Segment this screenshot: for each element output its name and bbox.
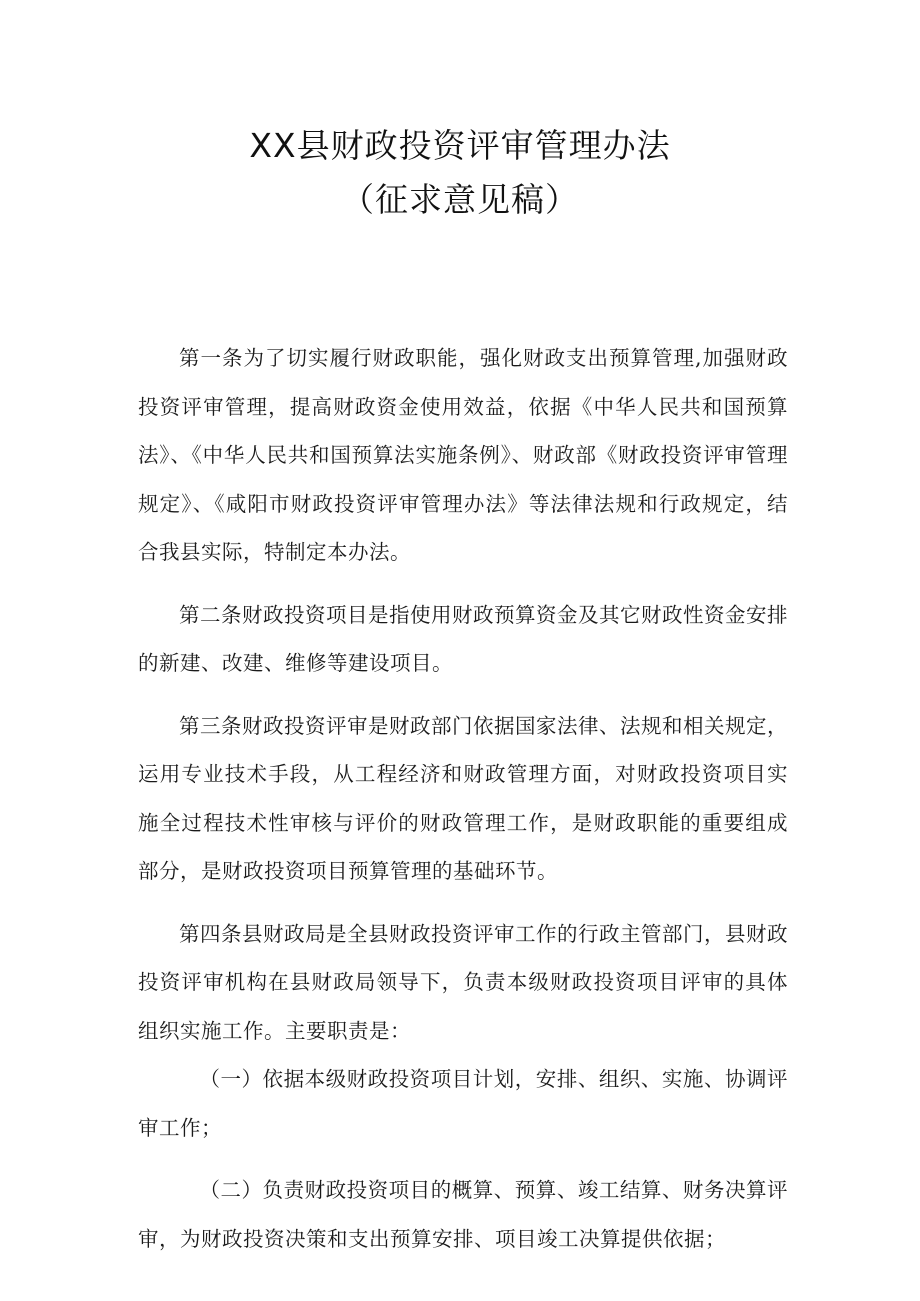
article-4-item-2: （二）负责财政投资项目的概算、预算、竣工结算、财务决算评审，为财政投资决策和支出预算安排、项目竣工决算提供依据； [138,1178,788,1251]
document-title: XX县财政投资评审管理办法 [249,126,671,165]
article-4: 第四条县财政局是全县财政投资评审工作的行政主管部门，县财政投资评审机构在县财政局领导下，负责本级财政投资项目评审的具体组织实施工作。主要职责是： [138,921,788,1043]
article-1: 第一条为了切实履行财政职能，强化财政支出预算管理,加强财政投资评审管理，提高财政资金使用效益，依据《中华人民共和国预算法》、《中华人民共和国预算法实施条例》、财政部《财政投资评审管理规定》、《咸阳市财政投资评审管理办法》等法律法规和行政规定，结合我县实际，特制定本办法。 [138,346,788,564]
article-3: 第三条财政投资评审是财政部门依据国家法律、法规和相关规定，运用专业技术手段，从工程经济和财政管理方面，对财政投资项目实施全过程技术性审核与评价的财政管理工作，是财政职能的重要组成部分，是财政投资项目预算管理的基础环节。 [138,713,788,883]
article-2: 第二条财政投资项目是指使用财政预算资金及其它财政性资金安排的新建、改建、维修等建设项目。 [138,602,788,675]
article-4-item-1: （一）依据本级财政投资项目计划，安排、组织、实施、协调评审工作； [138,1067,788,1140]
document-body [138,334,788,1263]
document-subtitle: （征求意见稿） [341,180,579,219]
